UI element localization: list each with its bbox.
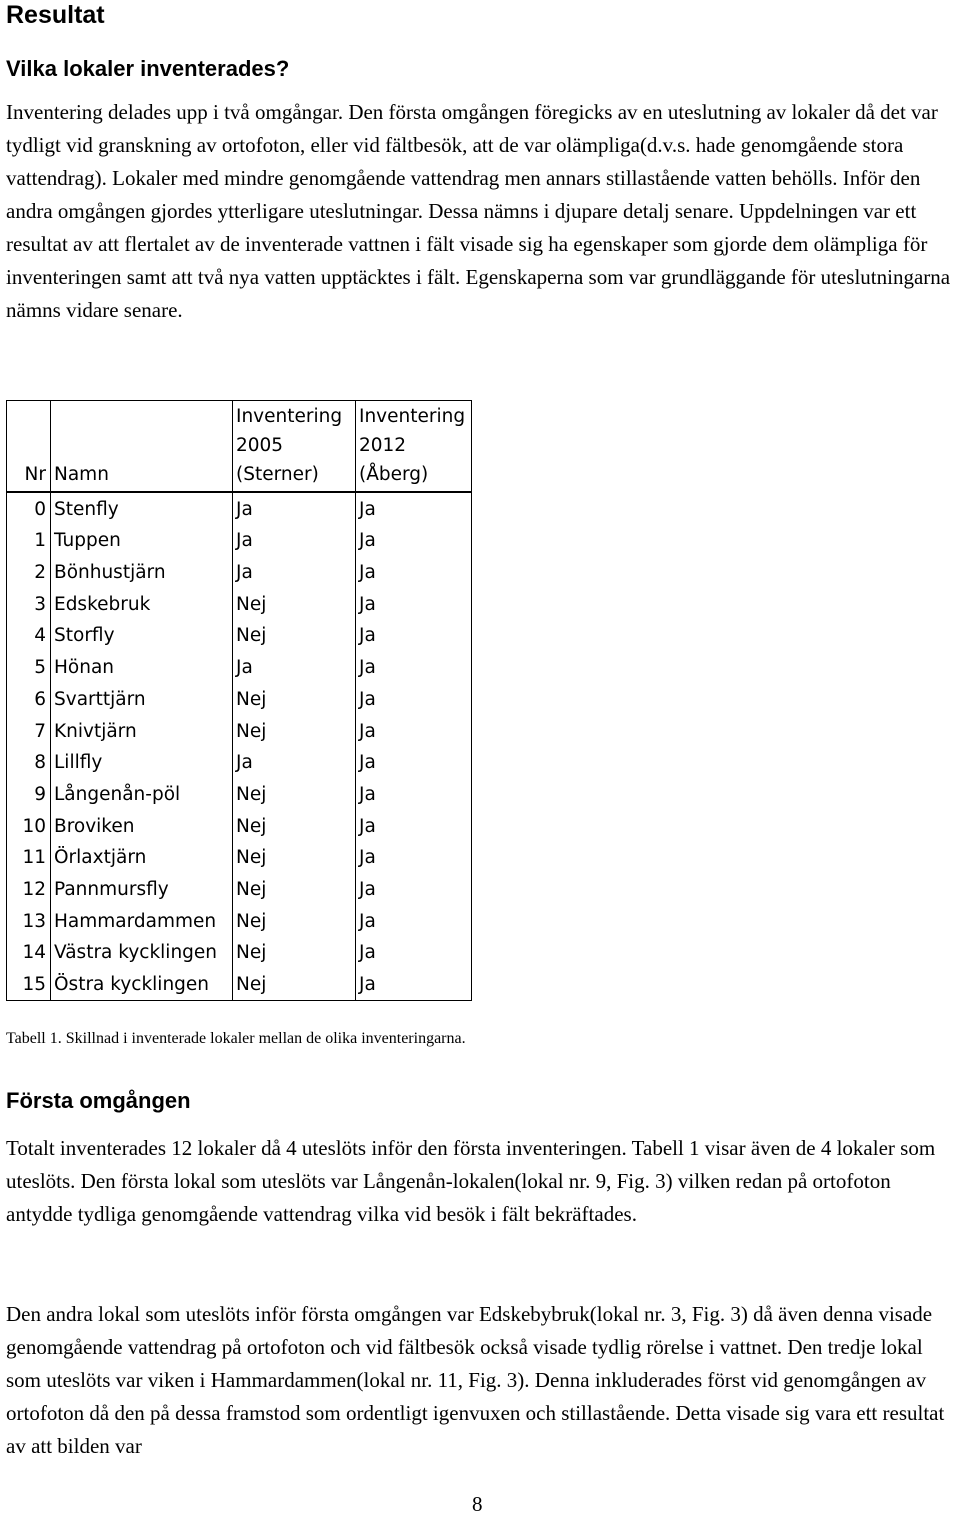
header-2012-line-3: (Åberg) bbox=[359, 464, 429, 485]
cell-2012: Ja bbox=[356, 683, 472, 715]
cell-namn: Hönan bbox=[51, 651, 233, 683]
cell-nr: 5 bbox=[7, 651, 51, 683]
cell-namn: Storfly bbox=[51, 620, 233, 652]
cell-2012: Ja bbox=[356, 810, 472, 842]
header-2012-line-2: 2012 bbox=[359, 435, 407, 456]
cell-namn: Svarttjärn bbox=[51, 683, 233, 715]
cell-nr: 6 bbox=[7, 683, 51, 715]
cell-namn: Stenfly bbox=[51, 492, 233, 525]
cell-nr: 15 bbox=[7, 968, 51, 1000]
cell-namn: Örlaxtjärn bbox=[51, 842, 233, 874]
cell-2012: Ja bbox=[356, 492, 472, 525]
table-caption: Tabell 1. Skillnad i inventerade lokaler mellan de olika inventeringarna. bbox=[6, 1030, 466, 1047]
cell-2005: Nej bbox=[233, 873, 356, 905]
cell-2005: Nej bbox=[233, 968, 356, 1000]
cell-2012: Ja bbox=[356, 747, 472, 779]
paragraph-forsta-omgangen: Totalt inventerades 12 lokaler då 4 uteslöts inför den första inventeringen. Tabell 1 visar även de 4 lokaler som uteslöts. Den första lokal som uteslöts var Långenån-lokalen(lokal nr. 9, Fig. 3) vilken redan på ortofoton antydde tydliga genomgående vattendrag vilka vid besök i fält bekräftades. bbox=[6, 1136, 936, 1226]
cell-2005: Nej bbox=[233, 683, 356, 715]
cell-2012: Ja bbox=[356, 588, 472, 620]
cell-2005: Ja bbox=[233, 492, 356, 525]
cell-namn: Hammardammen bbox=[51, 905, 233, 937]
cell-namn: Tuppen bbox=[51, 525, 233, 557]
cell-2012: Ja bbox=[356, 715, 472, 747]
cell-namn: Långenån-pöl bbox=[51, 778, 233, 810]
cell-2012: Ja bbox=[356, 525, 472, 557]
cell-nr: 11 bbox=[7, 842, 51, 874]
table-row bbox=[7, 747, 472, 779]
cell-nr: 0 bbox=[7, 492, 51, 525]
table-row bbox=[7, 873, 472, 905]
cell-nr: 12 bbox=[7, 873, 51, 905]
cell-nr: 4 bbox=[7, 620, 51, 652]
cell-nr: 10 bbox=[7, 810, 51, 842]
cell-2005: Nej bbox=[233, 620, 356, 652]
table-row bbox=[7, 937, 472, 969]
header-inventering-2012 bbox=[356, 401, 472, 493]
table-row bbox=[7, 556, 472, 588]
header-2005-line-3: (Sterner) bbox=[236, 464, 319, 485]
cell-2012: Ja bbox=[356, 620, 472, 652]
table-row bbox=[7, 778, 472, 810]
table-row bbox=[7, 968, 472, 1000]
table-row bbox=[7, 683, 472, 715]
cell-2012: Ja bbox=[356, 842, 472, 874]
header-nr: Nr bbox=[7, 401, 51, 493]
cell-2012: Ja bbox=[356, 937, 472, 969]
table-row bbox=[7, 651, 472, 683]
cell-2005: Ja bbox=[233, 556, 356, 588]
cell-nr: 14 bbox=[7, 937, 51, 969]
cell-2005: Ja bbox=[233, 525, 356, 557]
header-namn: Namn bbox=[51, 401, 233, 493]
cell-2005: Ja bbox=[233, 651, 356, 683]
section-heading-forsta-omgangen: Första omgången bbox=[6, 1088, 191, 1113]
paragraph-andra-lokal: Den andra lokal som uteslöts inför första omgången var Edskebybruk(lokal nr. 3, Fig. 3) då även denna visade genomgående vattendrag på ortofoton och vid fältbesök också visade tydlig rörelse i vattnet. Den tredje lokal som uteslöts var viken i Hammardammen(lokal nr. 11, Fig. 3). Denna inkluderades först vid genomgången av ortofoton då den på dessa framstod som ordentligt igenvuxen och stillastående. Detta visade sig vara ett resultat av att bilden var bbox=[6, 1302, 945, 1458]
cell-2012: Ja bbox=[356, 556, 472, 588]
cell-nr: 7 bbox=[7, 715, 51, 747]
cell-2012: Ja bbox=[356, 651, 472, 683]
cell-2005: Nej bbox=[233, 937, 356, 969]
table-row bbox=[7, 492, 472, 525]
cell-2005: Nej bbox=[233, 778, 356, 810]
cell-nr: 2 bbox=[7, 556, 51, 588]
section-subheading: Vilka lokaler inventerades? bbox=[6, 56, 290, 81]
cell-2005: Nej bbox=[233, 905, 356, 937]
cell-2012: Ja bbox=[356, 905, 472, 937]
table-row bbox=[7, 810, 472, 842]
cell-2005: Nej bbox=[233, 588, 356, 620]
cell-namn: Knivtjärn bbox=[51, 715, 233, 747]
page-number: 8 bbox=[472, 1492, 483, 1516]
cell-nr: 8 bbox=[7, 747, 51, 779]
table-row bbox=[7, 905, 472, 937]
header-2005-line-1: Inventering bbox=[236, 406, 343, 427]
table-row bbox=[7, 525, 472, 557]
cell-namn: Östra kycklingen bbox=[51, 968, 233, 1000]
cell-nr: 13 bbox=[7, 905, 51, 937]
cell-namn: Pannmursfly bbox=[51, 873, 233, 905]
table-row bbox=[7, 620, 472, 652]
cell-2005: Nej bbox=[233, 842, 356, 874]
cell-2012: Ja bbox=[356, 873, 472, 905]
cell-namn: Bönhustjärn bbox=[51, 556, 233, 588]
header-inventering-2005 bbox=[233, 401, 356, 493]
cell-2005: Nej bbox=[233, 810, 356, 842]
cell-2005: Nej bbox=[233, 715, 356, 747]
page-heading: Resultat bbox=[6, 1, 105, 29]
header-2005-line-2: 2005 bbox=[236, 435, 284, 456]
table-row bbox=[7, 842, 472, 874]
cell-2012: Ja bbox=[356, 968, 472, 1000]
cell-nr: 9 bbox=[7, 778, 51, 810]
cell-nr: 1 bbox=[7, 525, 51, 557]
cell-2005: Ja bbox=[233, 747, 356, 779]
table-row bbox=[7, 588, 472, 620]
table-header-row bbox=[7, 401, 472, 493]
cell-2012: Ja bbox=[356, 778, 472, 810]
cell-namn: Västra kycklingen bbox=[51, 937, 233, 969]
header-2012-line-1: Inventering bbox=[359, 406, 466, 427]
cell-namn: Lillfly bbox=[51, 747, 233, 779]
table-row bbox=[7, 715, 472, 747]
cell-nr: 3 bbox=[7, 588, 51, 620]
inventory-table bbox=[6, 400, 472, 1001]
cell-namn: Edskebruk bbox=[51, 588, 233, 620]
intro-paragraph: Inventering delades upp i två omgångar. Den första omgången föregicks av en uteslutning av lokaler då det var tydligt vid granskning av ortofoton, eller vid fältbesök, att de var olämpliga(d.v.s. hade genomgående stora vattendrag). Lokaler med mindre genomgående vattendrag men annars stillastående vatten behölls. Inför den andra omgången gjordes ytterligare uteslutningar. Dessa nämns i djupare detalj senare. Uppdelningen var ett resultat av att flertalet av de inventerade vattnen i fält visade sig ha egenskaper som gjorde dem olämpliga för inventeringen samt att två nya vatten upptäcktes i fält. Egenskaperna som var grundläggande för uteslutningarna nämns vidare senare. bbox=[6, 100, 951, 322]
cell-namn: Broviken bbox=[51, 810, 233, 842]
